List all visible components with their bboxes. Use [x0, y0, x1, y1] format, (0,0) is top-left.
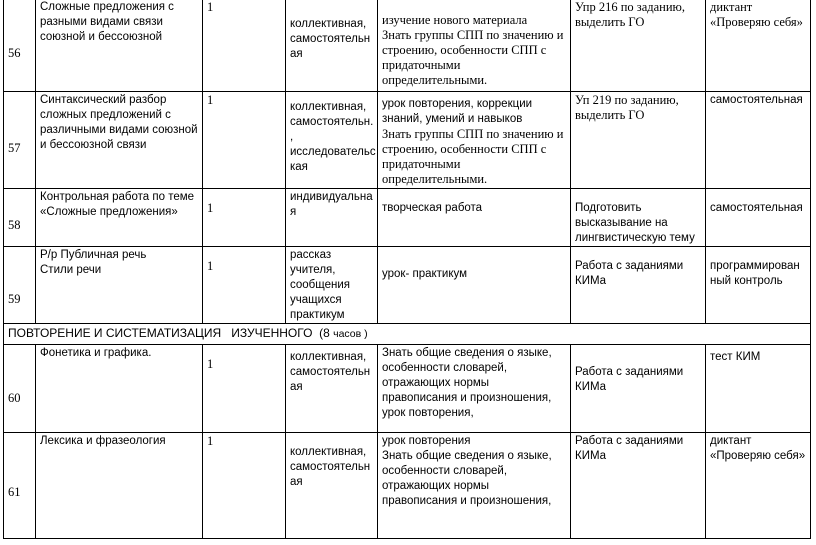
- table-row: [4, 247, 811, 324]
- lesson-form: индивидуальна я: [286, 189, 378, 247]
- lesson-topic: Синтаксический разбор сложных предложений с различными видами союзной и бессоюзной связи: [36, 92, 203, 189]
- lesson-control: диктант «Проверяю себя»: [706, 0, 811, 92]
- lesson-type: [378, 433, 571, 539]
- lesson-hours: 1: [203, 247, 286, 324]
- section-title-text: ПОВТОРЕНИЕ И СИСТЕМАТИЗАЦИЯ ИЗУЧЕННОГО (8: [8, 326, 330, 340]
- lesson-number: 58: [4, 189, 36, 247]
- lesson-type: [378, 0, 571, 92]
- lesson-type-line: урок повторения,: [382, 407, 474, 419]
- lesson-form: рассказ учителя, сообщения учащихся практикум: [286, 247, 378, 324]
- lesson-hours: 1: [203, 433, 286, 539]
- table-row: [4, 92, 811, 189]
- lesson-type-line: Знать общие сведения о языке, особенности словарей, отражающих нормы правописания и произношения,: [382, 347, 552, 404]
- lesson-type: [378, 345, 571, 433]
- lesson-control: тест КИМ: [706, 345, 811, 433]
- table-row: [4, 433, 811, 539]
- table-row: [4, 189, 811, 247]
- lesson-control: диктант «Проверяю себя»: [706, 433, 811, 539]
- lesson-homework: Работа с заданиями КИМа: [571, 247, 706, 324]
- lesson-hours: 1: [203, 0, 286, 92]
- lesson-plan-table: [3, 0, 811, 539]
- lesson-topic: [36, 247, 203, 324]
- lesson-homework: Работа с заданиями КИМа: [571, 433, 706, 539]
- section-title: [4, 324, 811, 345]
- lesson-number: 61: [4, 433, 36, 539]
- lesson-hours: 1: [203, 345, 286, 433]
- lesson-type-line: урок- практикум: [382, 268, 468, 280]
- lesson-control: самостоятельная: [706, 92, 811, 189]
- lesson-topic-line: Стили речи: [40, 264, 102, 276]
- section-header-row: [4, 324, 811, 345]
- lesson-topic: Сложные предложения с разными видами связи союзной и бессоюзной: [36, 0, 203, 92]
- table-row: [4, 0, 811, 92]
- lesson-type: [378, 189, 571, 247]
- lesson-homework: Уп 219 по заданию, выделить ГО: [571, 92, 706, 189]
- lesson-homework: Упр 216 по заданию, выделить ГО: [571, 0, 706, 92]
- lesson-form: коллективная, самостоятельн ая: [286, 345, 378, 433]
- lesson-type-line: урок повторения: [382, 435, 471, 447]
- lesson-type-line: творческая работа: [382, 202, 483, 214]
- lesson-type: [378, 92, 571, 189]
- lesson-number: 57: [4, 92, 36, 189]
- lesson-homework: Подготовить высказывание на лингвистическую тему: [571, 189, 706, 247]
- lesson-form: коллективная, самостоятельн. , исследовательс кая: [286, 92, 378, 189]
- lesson-number: 60: [4, 345, 36, 433]
- table-row: [4, 345, 811, 433]
- lesson-number: 59: [4, 247, 36, 324]
- lesson-type-line: Знать группы СПП по значению и строению, особенности СПП с придаточными определительными.: [382, 127, 564, 186]
- lesson-hours: 1: [203, 92, 286, 189]
- lesson-number: 56: [4, 0, 36, 92]
- lesson-topic-line: Р/р Публичная речь: [40, 249, 147, 261]
- lesson-control: программирован ный контроль: [706, 247, 811, 324]
- lesson-form: коллективная, самостоятельн ая: [286, 433, 378, 539]
- lesson-type: [378, 247, 571, 324]
- lesson-hours: 1: [203, 189, 286, 247]
- lesson-type-line: изучение нового материала: [382, 13, 528, 27]
- lesson-form: коллективная, самостоятельн ая: [286, 0, 378, 92]
- lesson-type-line: Знать группы СПП по значению и строению, особенности СПП с придаточными определительными.: [382, 28, 564, 87]
- lesson-control: самостоятельная: [706, 189, 811, 247]
- lesson-type-line: урок повторения, коррекции знаний, умений и навыков: [382, 98, 533, 125]
- lesson-topic: Фонетика и графика.: [36, 345, 203, 433]
- section-hours-note: часов ): [333, 328, 368, 340]
- lesson-topic: Контрольная работа по теме «Сложные предложения»: [36, 189, 203, 247]
- lesson-homework: Работа с заданиями КИМа: [571, 345, 706, 433]
- lesson-topic: Лексика и фразеология: [36, 433, 203, 539]
- lesson-type-line: Знать общие сведения о языке, особенности словарей, отражающих нормы правописания и произношения,: [382, 450, 552, 507]
